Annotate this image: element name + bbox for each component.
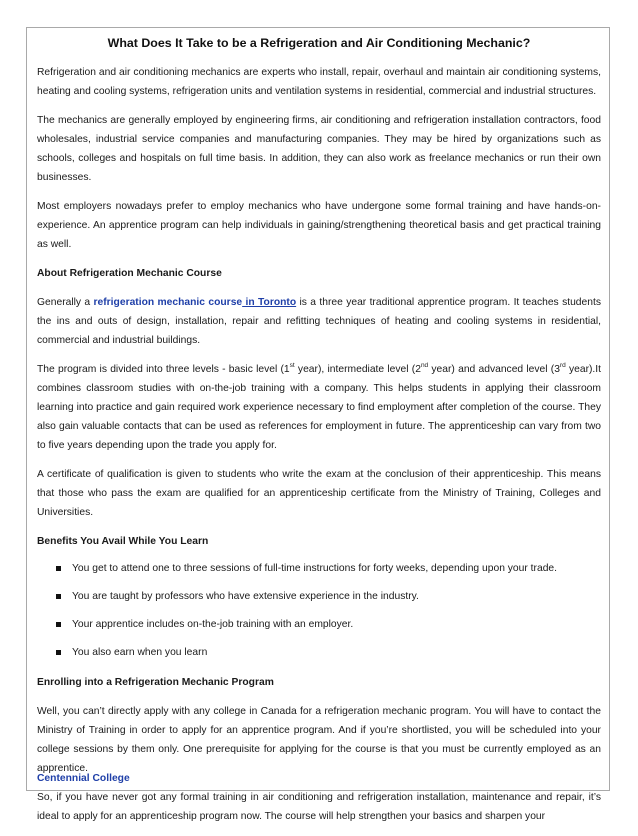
document-body bbox=[37, 34, 601, 836]
benefits-heading: Benefits You Avail While You Learn bbox=[37, 536, 209, 547]
toronto-link-text: in Toronto bbox=[242, 297, 297, 308]
employer-preference-paragraph: Most employers nowadays prefer to employ mechanics who have undergone some formal training and have hands-on-experience. An apprentice program can help individuals in gaining/strengthening theoretical basis and get practical training as well. bbox=[37, 201, 601, 250]
course-text-post: is a three year traditional apprentice program. It teaches students the ins and outs of design, installation, repair and refitting techniques of heating and cooling systems in residential, commercial and industrial buildings. bbox=[37, 297, 601, 346]
square-bullet-icon bbox=[56, 566, 61, 571]
program-levels-paragraph bbox=[37, 360, 601, 455]
footer-college-name: Centennial College bbox=[37, 773, 130, 784]
certificate-paragraph: A certificate of qualification is given to students who write the exam at the conclusion of their apprenticeship. This means that those who pass the exam are qualified for an apprenticeship certificate from the Ministry of Training, Colleges and Universities. bbox=[37, 469, 601, 518]
course-description-paragraph bbox=[37, 293, 601, 350]
levels-sup-3: rd bbox=[559, 362, 566, 369]
about-course-heading: About Refrigeration Mechanic Course bbox=[37, 268, 222, 279]
closing-paragraph: So, if you have never got any formal training in air conditioning and refrigeration installation, maintenance and repair, it’s ideal to apply for an apprenticeship program now. The course will help strengthen your basics and sharpen your bbox=[37, 792, 601, 822]
course-text-pre: Generally a bbox=[37, 297, 94, 308]
list-item bbox=[37, 617, 601, 633]
list-item-text: Your apprentice includes on-the-job training with an employer. bbox=[72, 619, 354, 630]
levels-text-3: year) and advanced level (3 bbox=[428, 364, 560, 375]
course-link[interactable] bbox=[94, 297, 297, 308]
levels-text-1: The program is divided into three levels - basic level (1 bbox=[37, 364, 290, 375]
list-item-text: You are taught by professors who have extensive experience in the industry. bbox=[72, 591, 419, 602]
levels-sup-2: nd bbox=[420, 362, 429, 369]
document-title: What Does It Take to be a Refrigeration and Air Conditioning Mechanic? bbox=[107, 36, 531, 50]
list-item bbox=[37, 561, 601, 577]
list-item-text: You get to attend one to three sessions of full-time instructions for forty weeks, depending upon your trade. bbox=[72, 563, 558, 574]
levels-text-4: year).It combines classroom studies with on-the-job training with a company. This helps students in applying their classroom learning into practice and gain required work experience necessary to find employment after completion of the course. They also gain valuable contacts that can be used as references for employment in future. The apprenticeship can vary from two to five years depending upon the trade you apply for. bbox=[37, 364, 602, 451]
levels-sup-1: st bbox=[289, 362, 295, 369]
employment-paragraph: The mechanics are generally employed by engineering firms, air conditioning and refrigeration installation contractors, food wholesales, industrial service companies and manufacturing companies. They may be hired by organizations such as schools, colleges and hospitals on full time basis. In addition, they can also work as freelance mechanics or run their own businesses. bbox=[37, 115, 601, 183]
square-bullet-icon bbox=[56, 622, 61, 627]
square-bullet-icon bbox=[56, 650, 61, 655]
levels-text-2: year), intermediate level (2 bbox=[294, 364, 421, 375]
list-item-text: You also earn when you learn bbox=[72, 647, 208, 658]
course-link-text: refrigeration mechanic course bbox=[93, 297, 243, 308]
enroll-paragraph: Well, you can’t directly apply with any college in Canada for a refrigeration mechanic program. You will have to contact the Ministry of Training in order to apply for an apprentice program. And if you’re shortlisted, you will be scheduled into your college sessions by them only. One prerequisite for applying for the course is that you must be currently employed as an apprentice. bbox=[37, 706, 601, 774]
list-item bbox=[37, 645, 601, 661]
square-bullet-icon bbox=[56, 594, 61, 599]
benefits-list bbox=[37, 561, 601, 661]
intro-paragraph: Refrigeration and air conditioning mechanics are experts who install, repair, overhaul and maintain air conditioning systems, heating and cooling systems, refrigeration units and ventilation systems in residential, commercial and industrial structures. bbox=[37, 67, 601, 97]
enroll-heading: Enrolling into a Refrigeration Mechanic Program bbox=[37, 677, 274, 688]
list-item bbox=[37, 589, 601, 605]
